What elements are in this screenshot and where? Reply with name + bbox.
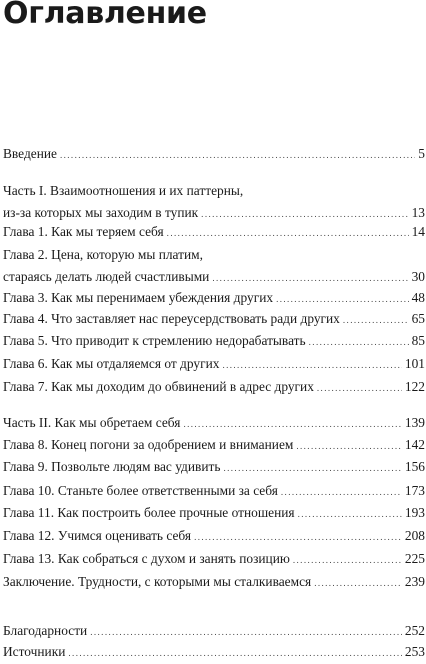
toc-page-number: 14 bbox=[411, 224, 425, 239]
toc-page-number: 253 bbox=[404, 644, 425, 659]
dot-leader bbox=[317, 377, 402, 399]
toc-entry-line bbox=[3, 287, 425, 309]
toc-entry-line bbox=[3, 180, 425, 202]
toc-entry-line bbox=[3, 244, 425, 266]
toc-entry-title: Глава 12. Учимся оценивать себя bbox=[3, 528, 192, 543]
toc-entry-title: из-за которых мы заходим в тупик bbox=[3, 205, 199, 220]
dot-leader bbox=[90, 621, 402, 643]
dot-leader bbox=[222, 354, 401, 376]
toc-entry-line bbox=[3, 308, 425, 330]
toc-entry[interactable] bbox=[3, 244, 425, 288]
dot-leader bbox=[212, 267, 408, 289]
toc-entry-line bbox=[3, 480, 425, 502]
toc-page-number: 65 bbox=[411, 311, 425, 326]
toc-entry-title: Заключение. Трудности, с которыми мы сталкиваемся bbox=[3, 574, 312, 589]
toc-entry-line bbox=[3, 266, 425, 288]
toc-entry[interactable] bbox=[3, 641, 425, 663]
toc-entry-line bbox=[3, 434, 425, 456]
dot-leader bbox=[60, 144, 415, 166]
toc-entry-line bbox=[3, 221, 425, 243]
toc-page-number: 208 bbox=[404, 528, 425, 543]
toc-page-number: 5 bbox=[418, 146, 425, 161]
toc-entry-title: Глава 10. Станьте более ответственными за себя bbox=[3, 483, 278, 498]
toc-entry-line bbox=[3, 571, 425, 593]
toc-entry-title: стараясь делать людей счастливыми bbox=[3, 269, 210, 284]
dot-leader bbox=[293, 549, 402, 571]
toc-entry[interactable] bbox=[3, 376, 425, 398]
toc-entry-title: Глава 2. Цена, которую мы платим, bbox=[3, 247, 203, 262]
toc-entry-title: Глава 3. Как мы перенимаем убеждения других bbox=[3, 290, 274, 305]
dot-leader bbox=[309, 331, 409, 353]
toc-entry[interactable] bbox=[3, 287, 425, 309]
toc-entry-line bbox=[3, 376, 425, 398]
toc-entry[interactable] bbox=[3, 180, 425, 224]
dot-leader bbox=[298, 503, 402, 525]
toc-page-number: 193 bbox=[404, 505, 425, 520]
toc-page-number: 139 bbox=[404, 415, 425, 430]
toc-entry[interactable] bbox=[3, 330, 425, 352]
toc-entry[interactable] bbox=[3, 143, 425, 165]
toc-page-number: 142 bbox=[404, 437, 425, 452]
toc-entry-line bbox=[3, 525, 425, 547]
toc-entry[interactable] bbox=[3, 434, 425, 456]
dot-leader bbox=[296, 435, 402, 457]
dot-leader bbox=[276, 288, 409, 310]
dot-leader bbox=[223, 457, 401, 479]
toc-entry[interactable] bbox=[3, 480, 425, 502]
toc-entry-title: Глава 7. Как мы доходим до обвинений в адрес других bbox=[3, 379, 314, 394]
toc-page-number: 239 bbox=[404, 574, 425, 589]
toc-entry[interactable] bbox=[3, 620, 425, 642]
toc-page-number: 13 bbox=[411, 205, 425, 220]
toc-entry-line bbox=[3, 502, 425, 524]
toc-page-number: 85 bbox=[411, 333, 425, 348]
toc-page-number: 173 bbox=[404, 483, 425, 498]
toc-entry[interactable] bbox=[3, 502, 425, 524]
toc-entry-title: Глава 4. Что заставляет нас переусердствовать ради других bbox=[3, 311, 340, 326]
toc-entry-line bbox=[3, 330, 425, 352]
dot-leader bbox=[314, 572, 402, 594]
toc-entry-line bbox=[3, 641, 425, 663]
toc-entry-title: Глава 13. Как собраться с духом и занять позицию bbox=[3, 551, 290, 566]
toc-entry-line bbox=[3, 548, 425, 570]
toc-page-number: 48 bbox=[411, 290, 425, 305]
dot-leader bbox=[183, 413, 401, 435]
toc-page-number: 101 bbox=[404, 356, 425, 371]
toc-entry-line bbox=[3, 412, 425, 434]
dot-leader bbox=[343, 309, 409, 331]
toc-entry-title: Благодарности bbox=[3, 623, 88, 638]
page-title: Оглавление bbox=[3, 0, 207, 31]
toc-entry[interactable] bbox=[3, 412, 425, 434]
toc-entry-line bbox=[3, 620, 425, 642]
toc-page-number: 30 bbox=[411, 269, 425, 284]
toc-page-number: 252 bbox=[404, 623, 425, 638]
toc-entry-title: Источники bbox=[3, 644, 66, 659]
toc-entry-line bbox=[3, 353, 425, 375]
toc-entry[interactable] bbox=[3, 548, 425, 570]
toc-entry[interactable] bbox=[3, 456, 425, 478]
toc-entry-title: Глава 11. Как построить более прочные отношения bbox=[3, 505, 295, 520]
toc-entry-title: Введение bbox=[3, 146, 57, 161]
toc-entry[interactable] bbox=[3, 571, 425, 593]
toc-page-number: 225 bbox=[404, 551, 425, 566]
dot-leader bbox=[281, 481, 402, 503]
toc-page-number: 122 bbox=[404, 379, 425, 394]
toc-entry-title: Часть II. Как мы обретаем себя bbox=[3, 415, 181, 430]
toc-entry-title: Глава 1. Как мы теряем себя bbox=[3, 224, 164, 239]
toc-entry-line bbox=[3, 143, 425, 165]
dot-leader bbox=[167, 222, 409, 244]
toc-entry-title: Глава 5. Что приводит к стремлению недорабатывать bbox=[3, 333, 306, 348]
toc-entry-title: Глава 9. Позвольте людям вас удивить bbox=[3, 459, 221, 474]
toc-entry[interactable] bbox=[3, 525, 425, 547]
toc-entry-line bbox=[3, 456, 425, 478]
toc-page-number: 156 bbox=[404, 459, 425, 474]
toc-entry[interactable] bbox=[3, 308, 425, 330]
toc-entry[interactable] bbox=[3, 353, 425, 375]
toc-entry-title: Часть I. Взаимоотношения и их паттерны, bbox=[3, 183, 244, 198]
dot-leader bbox=[194, 526, 402, 548]
toc-entry[interactable] bbox=[3, 221, 425, 243]
dot-leader bbox=[68, 642, 402, 664]
toc-entry-title: Глава 6. Как мы отдаляемся от других bbox=[3, 356, 220, 371]
toc-entry-title: Глава 8. Конец погони за одобрением и вниманием bbox=[3, 437, 294, 452]
